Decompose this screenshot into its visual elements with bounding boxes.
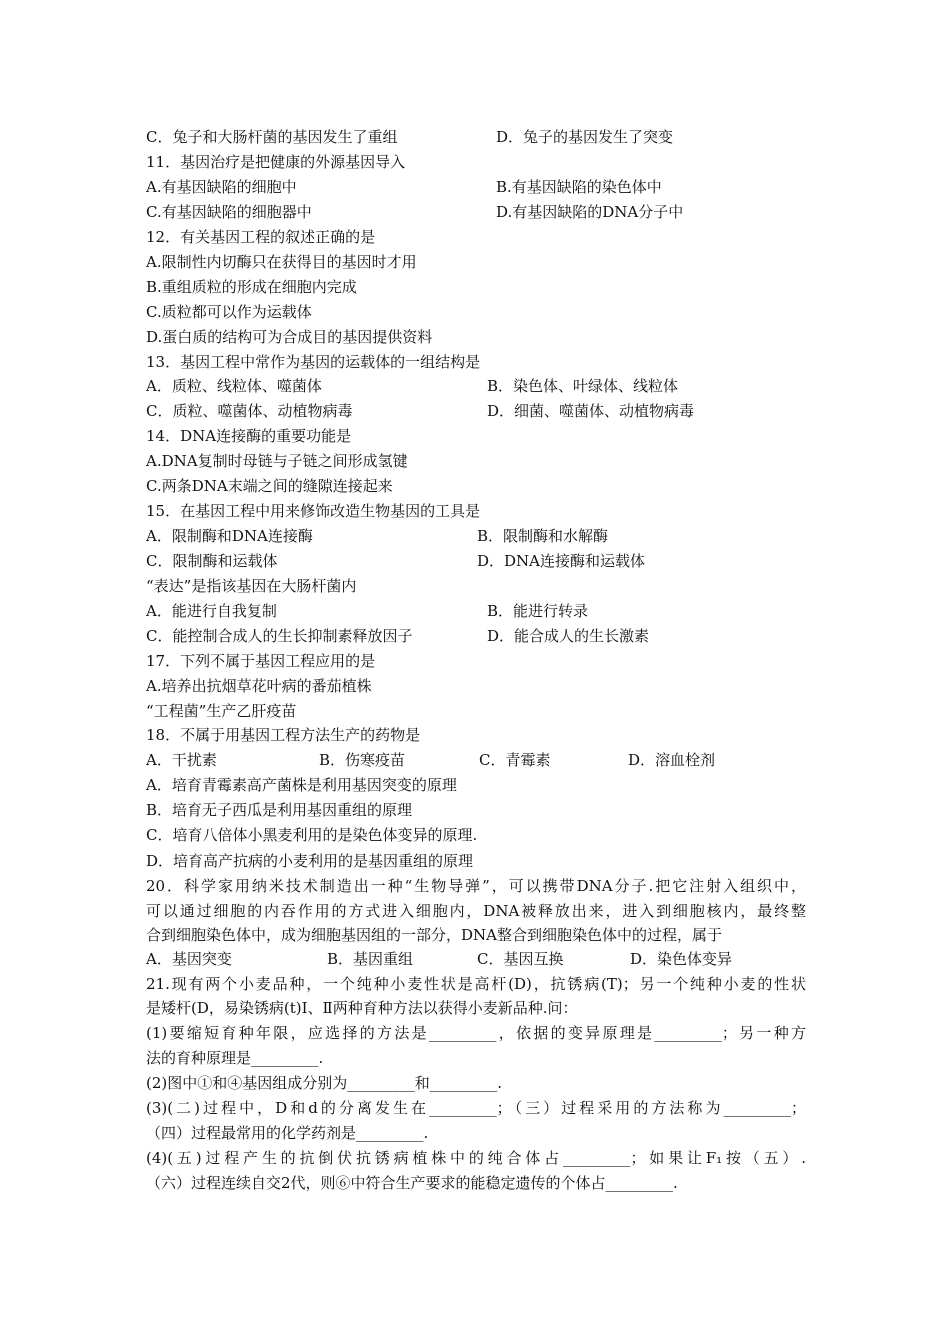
- question-text: 11．基因治疗是把健康的外源基因导入: [146, 153, 406, 171]
- option-line: [146, 824, 477, 846]
- option-a: A.有基因缺陷的细胞中: [146, 178, 297, 196]
- question-text: 12．有关基因工程的叙述正确的是: [146, 228, 376, 246]
- option-line: [146, 799, 412, 821]
- option-line: [146, 126, 674, 148]
- question-11: [146, 151, 405, 173]
- question-text: （六）过程连续自交2代，则⑥中符合生产要求的能稳定遗传的个体占_________.: [146, 1174, 678, 1192]
- sub-question-1: [146, 1022, 806, 1044]
- option-b: B．限制酶和水解酶: [477, 527, 609, 545]
- option-line: [146, 176, 662, 198]
- question-text: “表达”是指该基因在大肠杆菌内: [146, 577, 357, 595]
- option-a: A．能进行自我复制: [146, 602, 277, 620]
- sub-question-4: [146, 1147, 806, 1169]
- option-c: C．青霉素: [479, 751, 551, 769]
- question-text: 是矮杆(D，易染锈病(t)Ⅰ、Ⅱ两种育种方法以获得小麦新品种.问：: [146, 999, 578, 1017]
- question-text: 合到细胞染色体中，成为细胞基因组的一部分，DNA整合到细胞染色体中的过程，属于: [146, 926, 722, 944]
- option-d: D．溶血栓剂: [628, 751, 716, 769]
- question-14: [146, 425, 351, 447]
- option-c: C．培育八倍体小黑麦利用的是染色体变异的原理.: [146, 826, 478, 844]
- option-c: C.有基因缺陷的细胞器中: [146, 203, 312, 221]
- question-text: (2)图中①和④基因组成分别为_________和_________.: [146, 1074, 503, 1092]
- option-a: A．质粒、线粒体、噬菌体: [146, 377, 322, 395]
- question-text: 可以通过细胞的内吞作用的方式进入细胞内，DNA被释放出来，进入到细胞核内，最终整: [146, 902, 806, 920]
- option-line: [146, 326, 432, 348]
- question-text: 20．科学家用纳米技术制造出一种“生物导弹”，可以携带DNA分子.把它注射入组织中，: [146, 877, 806, 895]
- option-line: [146, 450, 408, 472]
- option-a: A．培育青霉素高产菌株是利用基因突变的原理: [146, 776, 457, 794]
- option-b: B．培育无子西瓜是利用基因重组的原理: [146, 801, 413, 819]
- question-text-line: [146, 924, 722, 946]
- question-12: [146, 226, 375, 248]
- question-text: 21.现有两个小麦品种，一个纯种小麦性状是高杆(D)，抗锈病(T)；另一个纯种小麦的性状: [146, 975, 806, 993]
- option-line: [146, 850, 473, 872]
- question-15: [146, 500, 480, 522]
- sub-question-2: [146, 1072, 502, 1094]
- option-line: [146, 251, 417, 273]
- option-b: B．能进行转录: [487, 602, 589, 620]
- option-line: [146, 600, 589, 622]
- sub-question-3: [146, 1097, 806, 1119]
- option-d: D．细菌、噬菌体、动植物病毒: [487, 402, 695, 420]
- option-d: D．染色体变异: [630, 950, 733, 968]
- question-text: （四）过程最常用的化学药剂是_________.: [146, 1124, 429, 1142]
- option-line: [146, 948, 733, 970]
- question-18: [146, 724, 420, 746]
- option-c: C．兔子和大肠杆菌的基因发生了重组: [146, 128, 398, 146]
- question-16: [146, 575, 356, 597]
- option-line: [146, 301, 312, 323]
- question-text: 14．DNA连接酶的重要功能是: [146, 427, 352, 445]
- option-line: [146, 475, 393, 497]
- option-b: B.重组质粒的形成在细胞内完成: [146, 278, 357, 296]
- option-d: D．培育高产抗病的小麦利用的是基因重组的原理: [146, 852, 474, 870]
- option-line: [146, 375, 679, 397]
- option-d: D．DNA连接酶和运载体: [477, 552, 646, 570]
- option-a: A.限制性内切酶只在获得目的基因时才用: [146, 253, 417, 271]
- option-line: [146, 675, 372, 697]
- question-text-line: [146, 1047, 323, 1069]
- option-c: C．能控制合成人的生长抑制素释放因子: [146, 627, 413, 645]
- option-line: [146, 201, 684, 223]
- option-line: [146, 774, 457, 796]
- option-a: A.DNA复制时母链与子链之间形成氢键: [146, 452, 408, 470]
- option-b: B．伤寒疫苗: [319, 751, 406, 769]
- question-text-line: [146, 1122, 428, 1144]
- question-text-line: [146, 997, 578, 1019]
- option-b: B．染色体、叶绿体、线粒体: [487, 377, 679, 395]
- option-line: [146, 625, 650, 647]
- question-text: 法的育种原理是_________.: [146, 1049, 324, 1067]
- question-21: [146, 973, 806, 995]
- option-a: A．基因突变: [146, 950, 232, 968]
- question-13: [146, 351, 480, 373]
- option-c: C．限制酶和运载体: [146, 552, 278, 570]
- option-a: A.培养出抗烟草花叶病的番茄植株: [146, 677, 372, 695]
- option-d: D．兔子的基因发生了突变: [496, 128, 674, 146]
- question-text-line: [146, 1172, 678, 1194]
- question-text: 15．在基因工程中用来修饰改造生物基因的工具是: [146, 502, 481, 520]
- question-text: (3)(二)过程中，D和d的分离发生在_________；（三）过程采用的方法称为_________；: [146, 1099, 806, 1117]
- option-c: C．基因互换: [477, 950, 564, 968]
- question-text: 18．不属于用基因工程方法生产的药物是: [146, 726, 421, 744]
- option-line: [146, 276, 357, 298]
- option-c: C．质粒、噬菌体、动植物病毒: [146, 402, 353, 420]
- question-text: 17．下列不属于基因工程应用的是: [146, 652, 376, 670]
- option-a: A．干扰素: [146, 751, 217, 769]
- question-17: [146, 650, 375, 672]
- question-text: 13．基因工程中常作为基因的运载体的一组结构是: [146, 353, 481, 371]
- option-line: [146, 700, 296, 722]
- question-text: (4)(五)过程产生的抗倒伏抗锈病植株中的纯合体占_________；如果让F₁按（五）.: [146, 1149, 806, 1167]
- option-c: C.质粒都可以作为运载体: [146, 303, 312, 321]
- option-a: A．限制酶和DNA连接酶: [146, 527, 313, 545]
- option-line: [146, 525, 609, 547]
- option-d: D．能合成人的生长激素: [487, 627, 650, 645]
- option-d: D.有基因缺陷的DNA分子中: [496, 203, 684, 221]
- option-line: [146, 550, 646, 572]
- question-text: (1)要缩短育种年限，应选择的方法是_________，依据的变异原理是_________；另一种方: [146, 1024, 806, 1042]
- question-text-line: [146, 900, 806, 922]
- option-line: [146, 400, 695, 422]
- option-b: B.有基因缺陷的染色体中: [496, 178, 662, 196]
- option-line: [146, 749, 716, 771]
- question-20: [146, 875, 806, 897]
- option-d: D.蛋白质的结构可为合成目的基因提供资料: [146, 328, 433, 346]
- option-c: C.两条DNA末端之间的缝隙连接起来: [146, 477, 393, 495]
- option-text: “工程菌”生产乙肝疫苗: [146, 702, 297, 720]
- option-b: B．基因重组: [327, 950, 414, 968]
